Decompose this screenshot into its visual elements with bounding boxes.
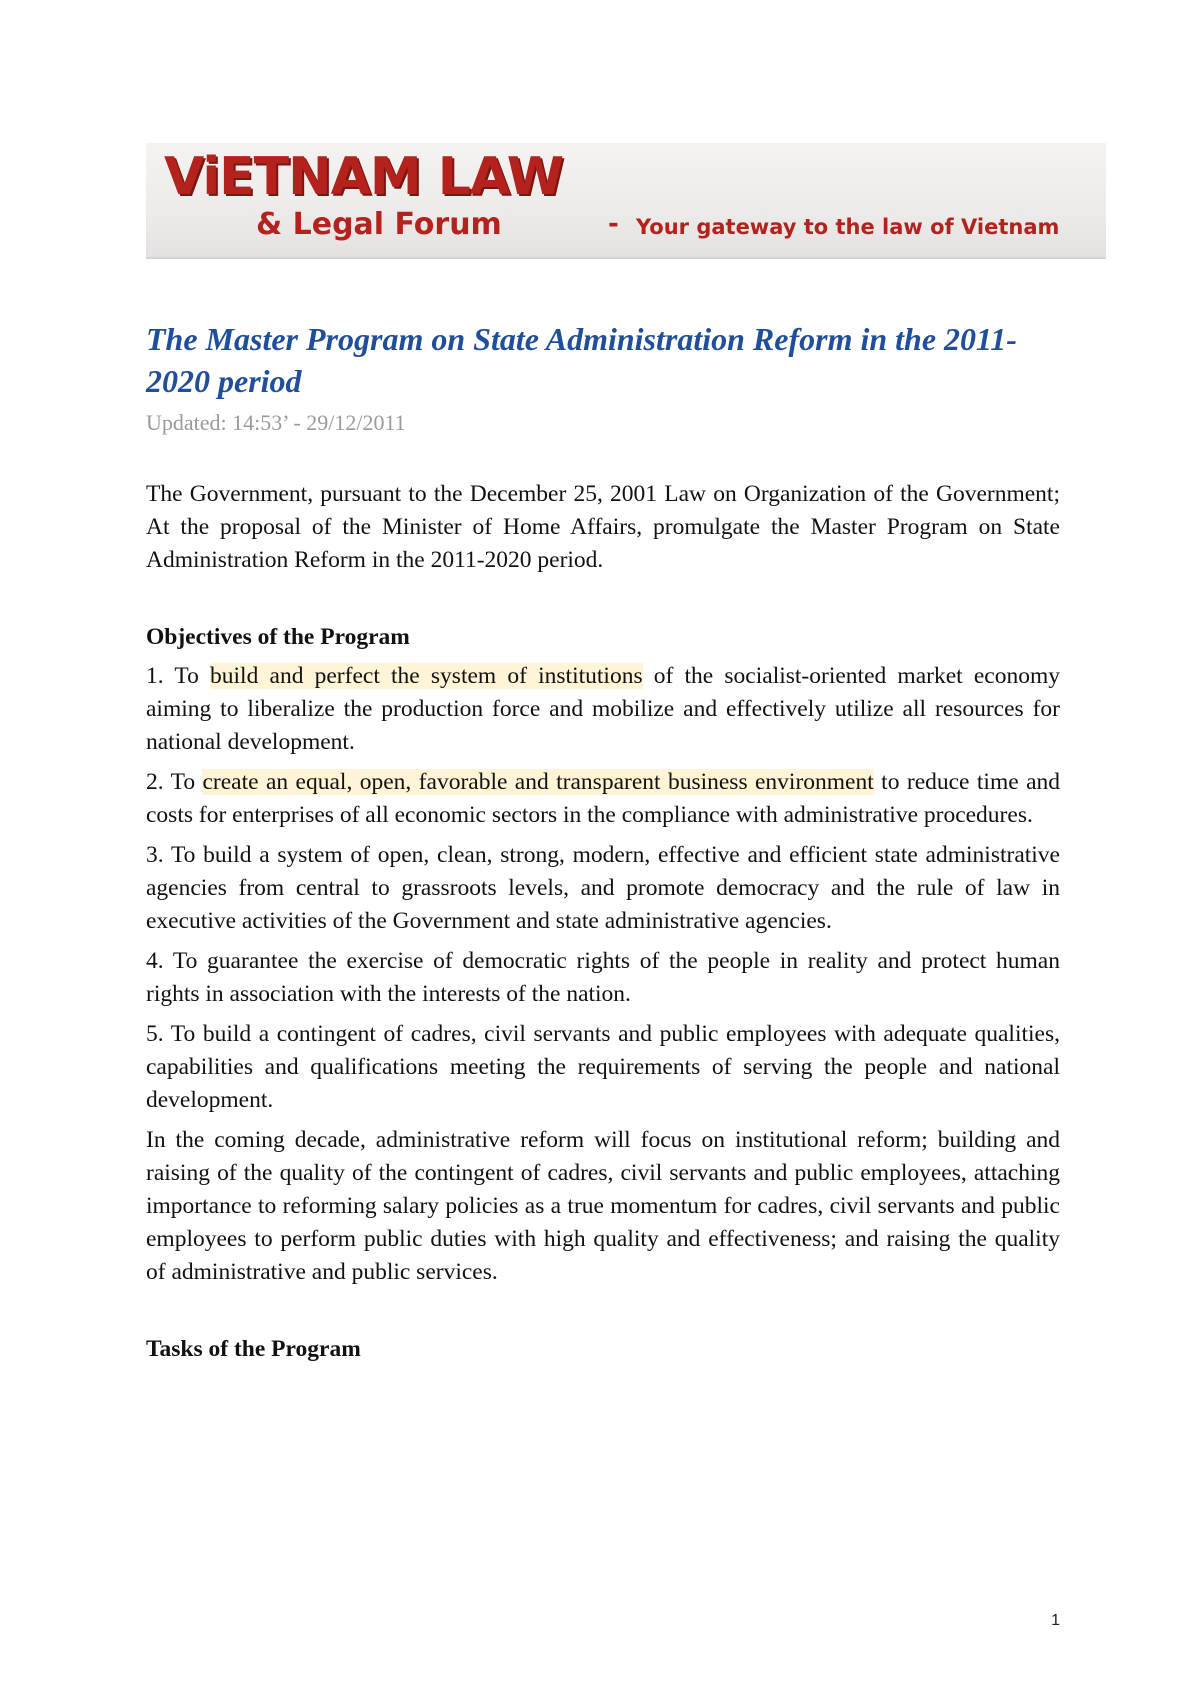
intro-paragraph: The Government, pursuant to the December 25, 2001 Law on Organization of the Government; At the proposal of the Minister of Home Affairs, promulgate the Master Program on State Administration Reform in the 2011-2020 period. [146, 481, 1060, 573]
site-banner [146, 143, 1106, 259]
tasks-heading: Tasks of the Program [146, 1336, 361, 1362]
objective-rest: to reduce time and costs for enterprises of all economic sectors in the compliance with administrative procedures. [146, 769, 1060, 828]
objective-highlight: create an equal, open, favorable and transparent business environment [202, 769, 874, 795]
focus-paragraph: In the coming decade, administrative reform will focus on institutional reform; building and raising of the quality of the contingent of cadres, civil servants and public employees, attaching importance to reforming salary policies as a true momentum for cadres, civil servants and public employees to perform public duties with high quality and effectiveness; and raising the quality of administrative and public services. [146, 1127, 1060, 1285]
objective-item: 5. To build a contingent of cadres, civil servants and public employees with adequate qualities, capabilities and qualifications meeting the requirements of serving the people and national development. [146, 1021, 1060, 1113]
updated-timestamp: Updated: 14:53’ - 29/12/2011 [146, 410, 406, 435]
banner-brand: ViETNAM LAW [164, 147, 564, 207]
banner-separator: - [608, 209, 619, 239]
article [146, 318, 1060, 1372]
objective-prefix: 2. To [146, 769, 203, 795]
banner-subtitle: & Legal Forum [256, 207, 502, 242]
banner-tagline: Your gateway to the law of Vietnam [636, 215, 1060, 239]
objective-highlight: build and perfect the system of institutions [210, 663, 643, 689]
objective-item: 4. To guarantee the exercise of democratic rights of the people in reality and protect human rights in association with the interests of the nation. [146, 948, 1060, 1007]
objective-item: 3. To build a system of open, clean, strong, modern, effective and efficient state administrative agencies from central to grassroots levels, and promote democracy and the rule of law in executive activities of the Government and state administrative agencies. [146, 842, 1060, 934]
objectives-heading: Objectives of the Program [146, 624, 410, 650]
objective-prefix: 1. To [146, 663, 211, 689]
page-number: 1 [1051, 1612, 1060, 1629]
article-title: The Master Program on State Administration Reform in the 2011-2020 period [146, 321, 1017, 399]
objective-rest: of the socialist-oriented market economy aiming to liberalize the production force and mobilize and effectively utilize all resources for national development. [146, 663, 1060, 755]
objective-item [146, 766, 1060, 832]
objective-item [146, 660, 1060, 759]
